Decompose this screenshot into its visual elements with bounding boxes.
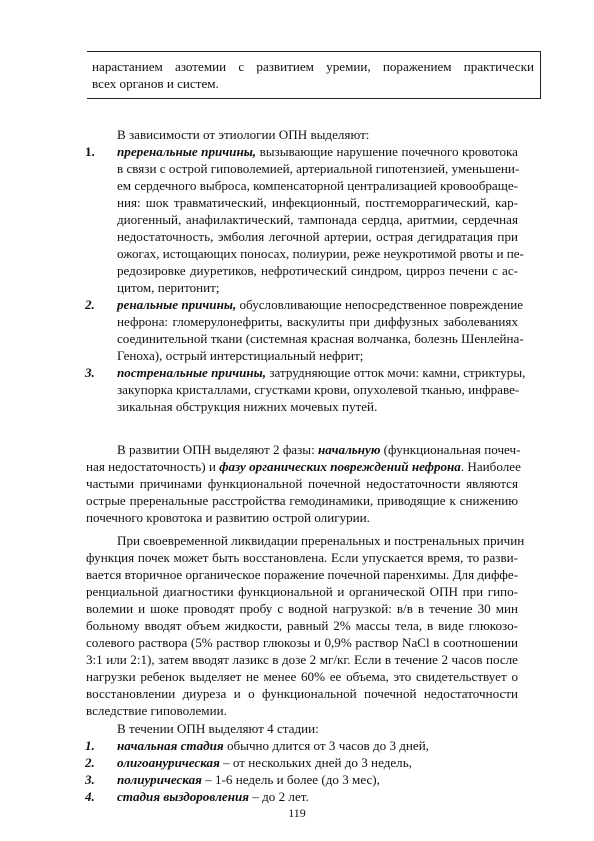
- stage-number: 4.: [85, 789, 95, 804]
- para2-line: ренциальной диагностики функциональной и органической ОПН при гипо-: [86, 584, 518, 599]
- stage-number: 1.: [85, 738, 95, 753]
- etiology-item-2-first-line: ренальные причины, обусловливающие непосредственное повреждение: [117, 297, 524, 312]
- etiology-item-2-line: Геноха), острый интерстициальный нефрит;: [117, 348, 364, 363]
- para2-line: солевого раствора (5% раствор глюкозы и 0,9% раствор NaCl в соотношении: [86, 635, 518, 650]
- stage-term: стадия выздоровления: [117, 789, 250, 804]
- etiology-item-1-first-line: преренальные причины, вызывающие нарушение почечного кровотока: [117, 144, 518, 159]
- phases-line-1: В развитии ОПН выделяют 2 фазы: начальную (функциональная почеч-: [117, 442, 521, 457]
- etiology-item-1-line: редозировке диуретиков, нефротический синдром, цирроз печени с ас-: [117, 263, 518, 278]
- etiology-item-number: 2.: [85, 297, 95, 312]
- etiology-item-2-line: нефрона: гломерулонефриты, васкулиты при диффузных заболеваниях: [117, 314, 518, 329]
- stage-term: полиурическая: [117, 772, 202, 787]
- para2-line: При своевременной ликвидации преренальных и постренальных причин: [117, 533, 525, 548]
- para2-line: функция почек может быть восстановлена. Если упускается время, то разви-: [86, 550, 518, 565]
- stage-term: олигоанурическая: [117, 755, 220, 770]
- phases-line-2: ная недостаточность) и фазу органических повреждений нефрона. Наиболее: [86, 459, 521, 474]
- phases-line: частыми причинами функциональной почечной недостаточности являются: [86, 476, 518, 491]
- term-organic-phase: фазу органических повреждений нефрона: [219, 459, 461, 474]
- boxed-line-2: всех органов и систем.: [92, 76, 219, 91]
- stage-number: 3.: [85, 772, 95, 787]
- para2-line: восстановлении диуреза и о функциональной почечной недостаточности: [86, 686, 518, 701]
- stage-number: 2.: [85, 755, 95, 770]
- para2-line: нагрузки ребенок выделяет не менее 60% ее объема, это свидетельствует о: [86, 669, 518, 684]
- etiology-item-1-line: диогенный, анафилактический, тампонада сердца, аритмии, сердечная: [117, 212, 518, 227]
- term-prerenal: преренальные причины,: [117, 144, 257, 159]
- etiology-item-1-line: ожогах, истощающих поносах, полиурии, реже неукротимой рвоты и пе-: [117, 246, 524, 261]
- page-number: 119: [288, 806, 306, 820]
- term-renal: ренальные причины,: [117, 297, 237, 312]
- etiology-item-3-line: закупорка кристаллами, сгустками крови, опухолевой тканью, инфраве-: [117, 382, 520, 397]
- stage-item: полиурическая – 1-6 недель и более (до 3 мес),: [117, 772, 380, 787]
- etiology-item-number: 1.: [85, 144, 95, 159]
- etiology-item-3-first-line: постренальные причины, затрудняющие отток мочи: камни, стриктуры,: [117, 365, 526, 380]
- stage-term: начальная стадия: [117, 738, 224, 753]
- para2-line: вследствие гиповолемии.: [86, 703, 227, 718]
- etiology-item-3-line: зикальная обструкция нижних мочевых путей.: [117, 399, 378, 414]
- etiology-item-2-line: соединительной ткани (системная красная волчанка, болезнь Шенлейна-: [117, 331, 524, 346]
- para2-line: вается вторичное органическое поражение почечной паренхимы. Для диффе-: [86, 567, 519, 582]
- stages-intro: В течении ОПН выделяют 4 стадии:: [117, 721, 319, 736]
- etiology-item-1-line: недостаточность, эмболия легочной артерии, острая дегидратация при: [117, 229, 518, 244]
- etiology-item-1-line: ния: шок травматический, инфекционный, постгеморрагический, кар-: [117, 195, 518, 210]
- para2-line: 3:1 или 2:1), затем вводят лазикс в дозе 2 мг/кг. Если в течение 2 часов после: [86, 652, 518, 667]
- phases-line: острые преренальные расстройства гемодинамики, приводящие к снижению: [86, 493, 518, 508]
- term-initial-phase: начальную: [318, 442, 381, 457]
- phases-line: почечного кровотока и развитию острой олигурии.: [86, 510, 370, 525]
- etiology-item-1-line: ем сердечного выброса, компенсаторной централизацией кровообраще-: [117, 178, 518, 193]
- para2-line: больному вводят объем жидкости, равный 2% массы тела, в виде глюкозо-: [86, 618, 518, 633]
- stage-item: олигоанурическая – от нескольких дней до 3 недель,: [117, 755, 412, 770]
- etiology-item-number: 3.: [85, 365, 95, 380]
- para2-line: волемии и шоке проводят пробу с водной нагрузкой: в/в в течение 30 мин: [86, 601, 518, 616]
- stage-item: стадия выздоровления – до 2 лет.: [117, 789, 309, 804]
- etiology-intro: В зависимости от этиологии ОПН выделяют:: [117, 127, 370, 142]
- stage-item: начальная стадия обычно длится от 3 часов до 3 дней,: [117, 738, 430, 753]
- term-postrenal: постренальные причины,: [117, 365, 267, 380]
- etiology-item-1-line: цитом, перитонит;: [117, 280, 220, 295]
- etiology-item-1-line: в связи с острой гиповолемией, артериальной гипотензией, уменьшени-: [117, 161, 520, 176]
- boxed-line-1: нарастанием азотемии с развитием уремии, поражением практически: [92, 59, 534, 74]
